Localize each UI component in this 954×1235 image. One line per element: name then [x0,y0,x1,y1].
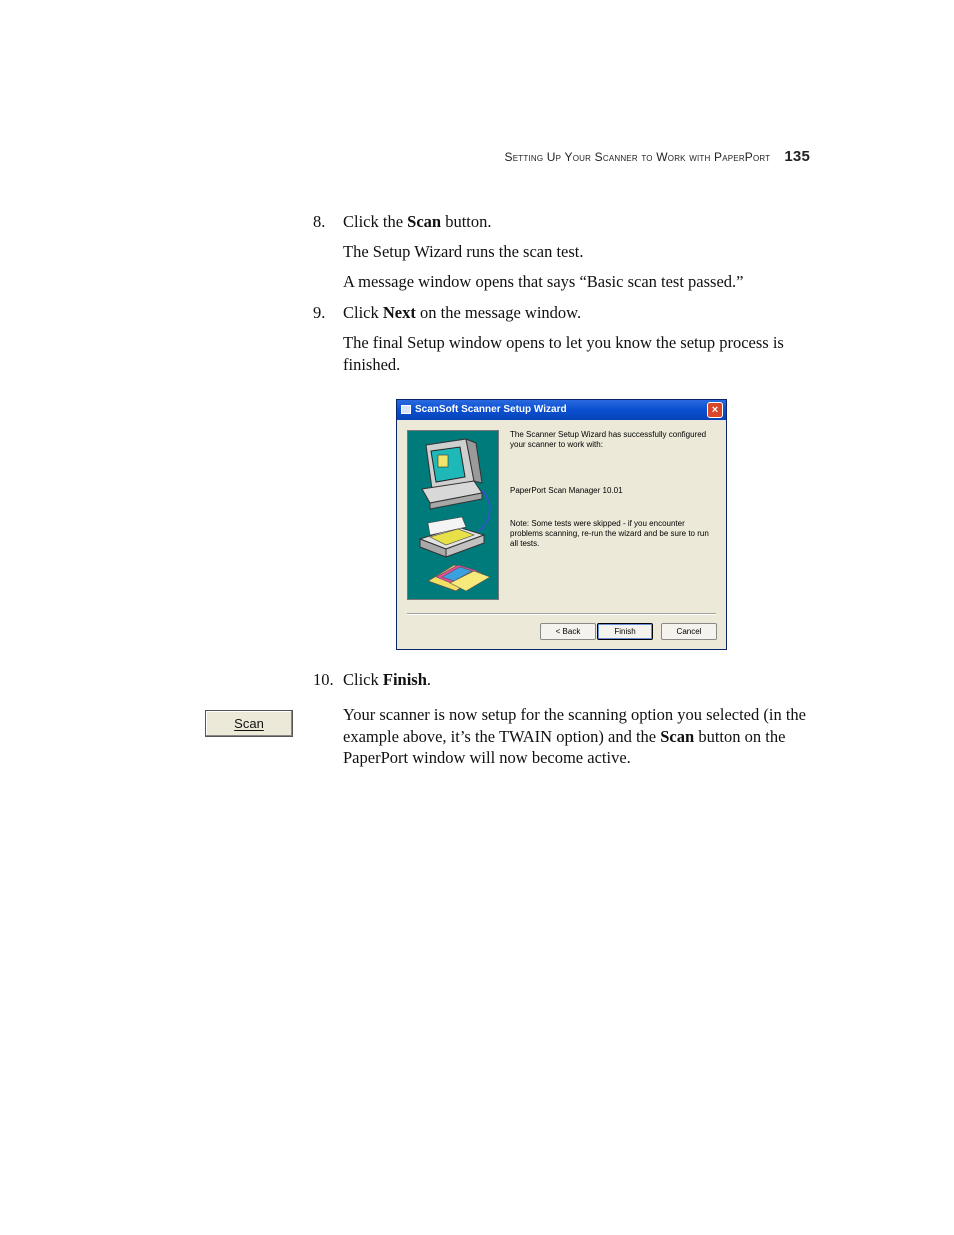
step-8-para-2: A message window opens that says “Basic scan test passed.” [343,272,744,291]
page-number: 135 [784,148,810,165]
step-9-pre: Click [343,303,383,322]
step-8-bold: Scan [407,212,442,231]
step-10-para-pre: Your scanner is now setup for the scanning option you selected (in the example above, it’s the TWAIN option) and the [343,705,806,746]
step-9-para-1: The final Setup window opens to let you know the setup process is finished. [343,333,784,374]
back-button[interactable]: < Back [540,623,596,640]
scan-button-image[interactable] [205,710,293,737]
wizard-icon [401,405,411,414]
computer-scanner-icon [408,431,498,599]
dialog-title: ScanSoft Scanner Setup Wizard [415,404,567,415]
step-10-pre: Click [343,670,383,689]
close-icon[interactable]: × [707,402,723,418]
finish-button[interactable]: Finish [597,623,653,640]
step-8-pre: Click the [343,212,408,231]
step-9-post: on the message window. [415,303,582,322]
step-9-text [343,302,813,324]
cancel-button[interactable]: Cancel [661,623,717,640]
dialog-text-product: PaperPort Scan Manager 10.01 [510,486,623,495]
step-8-para-1: The Setup Wizard runs the scan test. [343,242,584,261]
header-title: Setting Up Your Scanner to Work with PaperPort [504,150,771,164]
step-10-number: 10. [313,670,334,689]
running-header [440,148,810,165]
step-10-post: . [426,670,432,689]
dialog-text-note: Note: Some tests were skipped - if you encounter problems scanning, re-run the wizard and be sure to run all tests. [510,519,709,548]
step-9-number: 9. [313,303,326,322]
scan-button-label: Scan [234,716,264,731]
step-8-text [343,211,813,233]
step-9-bold: Next [382,303,416,322]
dialog-separator [407,613,716,615]
dialog-titlebar [397,400,726,420]
step-10-para-1 [343,704,811,769]
step-8-post: button. [441,212,492,231]
step-10-bold: Finish [382,670,427,689]
step-8-number: 8. [313,212,326,231]
step-10-para-bold: Scan [660,726,695,746]
dialog-text-success: The Scanner Setup Wizard has successfully configured your scanner to work with: [510,430,707,449]
wizard-illustration [407,430,499,600]
step-10-para-post: button on the PaperPort window will now become active. [343,726,786,767]
step-10-text [343,669,813,691]
setup-wizard-dialog [396,399,727,650]
